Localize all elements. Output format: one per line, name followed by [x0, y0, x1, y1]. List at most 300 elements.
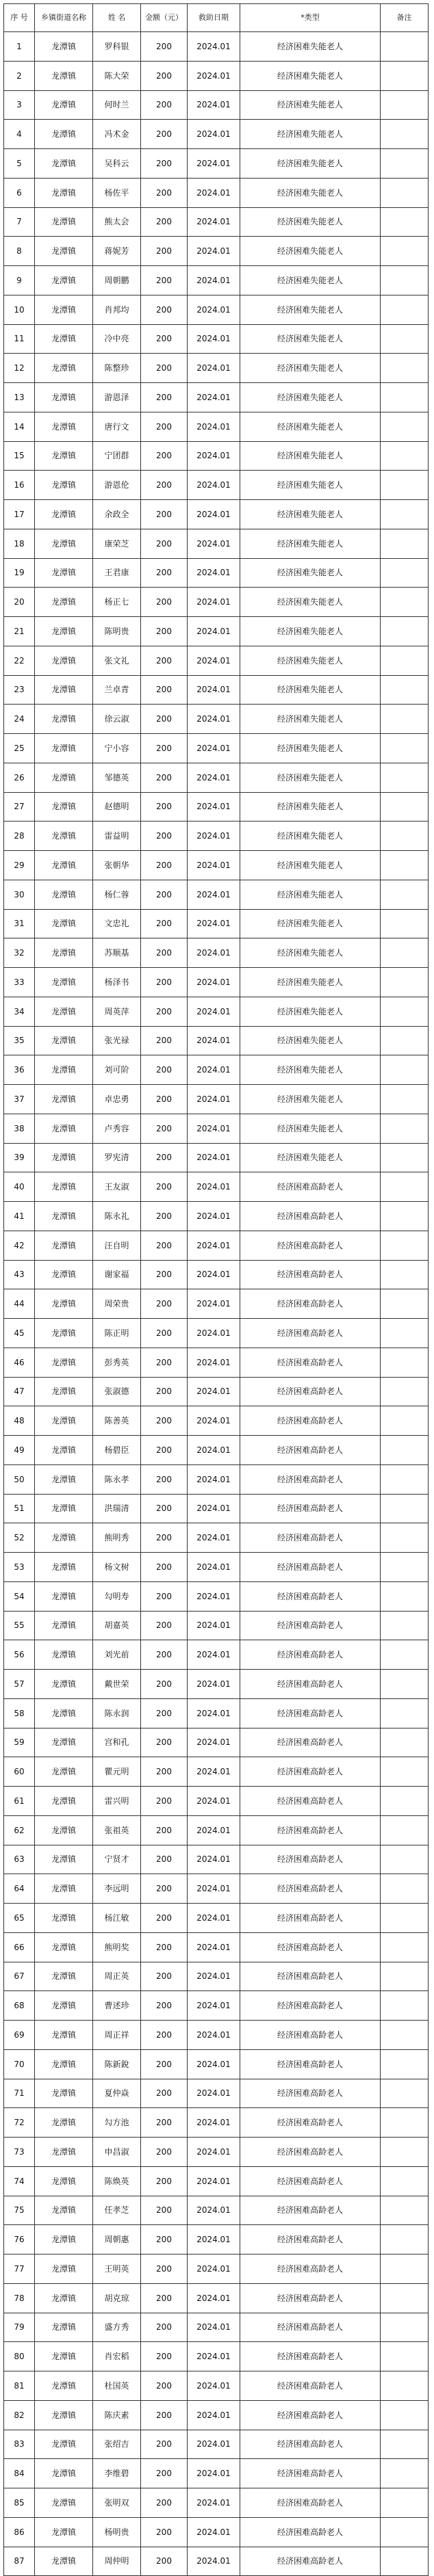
cell-index: 62: [4, 1815, 35, 1845]
table-row: [4, 851, 429, 880]
cell-type: 经济困难失能老人: [240, 675, 381, 705]
cell-date: 2024.01: [188, 441, 240, 471]
cell-township: 龙潭镇: [35, 2430, 93, 2459]
table-row: [4, 1319, 429, 1348]
cell-township: 龙潭镇: [35, 1260, 93, 1289]
table-row: [4, 237, 429, 266]
cell-name: 盛方秀: [93, 2313, 141, 2342]
cell-name: 李远明: [93, 1874, 141, 1904]
cell-name: 陈整珍: [93, 354, 141, 383]
cell-amount: 200: [141, 1932, 188, 1962]
table-row: [4, 2488, 429, 2518]
cell-index: 68: [4, 1991, 35, 2021]
cell-name: 周正英: [93, 1962, 141, 1991]
cell-township: 龙潭镇: [35, 880, 93, 909]
cell-township: 龙潭镇: [35, 32, 93, 62]
table-row: [4, 354, 429, 383]
cell-remarks: [381, 61, 429, 90]
cell-name: 杨泽书: [93, 968, 141, 997]
cell-amount: 200: [141, 1143, 188, 1172]
cell-township: 龙潭镇: [35, 997, 93, 1026]
cell-index: 24: [4, 705, 35, 734]
table-row: [4, 120, 429, 149]
cell-amount: 200: [141, 1055, 188, 1085]
cell-date: 2024.01: [188, 1143, 240, 1172]
cell-index: 71: [4, 2079, 35, 2108]
cell-remarks: [381, 90, 429, 120]
cell-remarks: [381, 1085, 429, 1114]
cell-township: 龙潭镇: [35, 938, 93, 968]
cell-date: 2024.01: [188, 237, 240, 266]
cell-amount: 200: [141, 1962, 188, 1991]
cell-date: 2024.01: [188, 646, 240, 675]
cell-type: 经济困难高龄老人: [240, 1377, 381, 1406]
cell-township: 龙潭镇: [35, 1757, 93, 1787]
cell-type: 经济困难高龄老人: [240, 2342, 381, 2371]
cell-amount: 200: [141, 2459, 188, 2488]
cell-index: 55: [4, 1611, 35, 1640]
cell-index: 5: [4, 149, 35, 179]
cell-amount: 200: [141, 1289, 188, 1319]
cell-name: 刘可阶: [93, 1055, 141, 1085]
cell-type: 经济困难失能老人: [240, 149, 381, 179]
cell-index: 43: [4, 1260, 35, 1289]
cell-amount: 200: [141, 1348, 188, 1377]
table-row: [4, 178, 429, 207]
cell-amount: 200: [141, 471, 188, 500]
cell-remarks: [381, 2313, 429, 2342]
cell-amount: 200: [141, 2138, 188, 2167]
cell-index: 1: [4, 32, 35, 62]
cell-remarks: [381, 2166, 429, 2196]
cell-township: 龙潭镇: [35, 1494, 93, 1523]
cell-remarks: [381, 266, 429, 295]
cell-date: 2024.01: [188, 1581, 240, 1611]
cell-name: 张朝华: [93, 851, 141, 880]
cell-index: 58: [4, 1698, 35, 1728]
table-row: [4, 32, 429, 62]
cell-date: 2024.01: [188, 1436, 240, 1465]
cell-amount: 200: [141, 2342, 188, 2371]
cell-remarks: [381, 2400, 429, 2430]
table-row: [4, 1231, 429, 1260]
cell-date: 2024.01: [188, 2430, 240, 2459]
cell-amount: 200: [141, 2049, 188, 2079]
cell-date: 2024.01: [188, 1787, 240, 1816]
cell-type: 经济困难失能老人: [240, 500, 381, 529]
table-row: [4, 1553, 429, 1582]
cell-name: 张光禄: [93, 1026, 141, 1055]
cell-date: 2024.01: [188, 1698, 240, 1728]
table-row: [4, 1698, 429, 1728]
cell-township: 龙潭镇: [35, 1026, 93, 1055]
cell-name: 夏仲焱: [93, 2079, 141, 2108]
cell-date: 2024.01: [188, 295, 240, 324]
cell-type: 经济困难失能老人: [240, 266, 381, 295]
table-row: [4, 1436, 429, 1465]
cell-remarks: [381, 705, 429, 734]
cell-date: 2024.01: [188, 2547, 240, 2576]
cell-amount: 200: [141, 412, 188, 441]
table-row: [4, 2342, 429, 2371]
cell-name: 陈焕英: [93, 2166, 141, 2196]
cell-amount: 200: [141, 1611, 188, 1640]
header-index: 序 号: [4, 4, 35, 32]
cell-township: 龙潭镇: [35, 1523, 93, 1553]
cell-type: 经济困难高龄老人: [240, 1523, 381, 1553]
cell-index: 60: [4, 1757, 35, 1787]
cell-index: 53: [4, 1553, 35, 1582]
cell-type: 经济困难失能老人: [240, 1143, 381, 1172]
cell-date: 2024.01: [188, 1348, 240, 1377]
cell-name: 熊明秀: [93, 1523, 141, 1553]
cell-remarks: [381, 1904, 429, 1933]
cell-township: 龙潭镇: [35, 1845, 93, 1874]
cell-amount: 200: [141, 120, 188, 149]
cell-amount: 200: [141, 2547, 188, 2576]
cell-date: 2024.01: [188, 880, 240, 909]
cell-index: 63: [4, 1845, 35, 1874]
cell-name: 陈正明: [93, 1319, 141, 1348]
cell-remarks: [381, 1231, 429, 1260]
cell-type: 经济困难高龄老人: [240, 2255, 381, 2284]
table-row: [4, 822, 429, 851]
cell-date: 2024.01: [188, 1815, 240, 1845]
cell-amount: 200: [141, 61, 188, 90]
cell-type: 经济困难高龄老人: [240, 2313, 381, 2342]
cell-amount: 200: [141, 383, 188, 412]
cell-name: 彭秀英: [93, 1348, 141, 1377]
cell-remarks: [381, 1348, 429, 1377]
table-row: [4, 61, 429, 90]
cell-type: 经济困难失能老人: [240, 412, 381, 441]
cell-remarks: [381, 2547, 429, 2576]
cell-index: 20: [4, 588, 35, 617]
cell-amount: 200: [141, 149, 188, 179]
cell-name: 卓忠勇: [93, 1085, 141, 1114]
cell-township: 龙潭镇: [35, 851, 93, 880]
table-row: [4, 1114, 429, 1143]
table-row: [4, 90, 429, 120]
cell-name: 杨佐平: [93, 178, 141, 207]
cell-remarks: [381, 237, 429, 266]
table-row: [4, 1962, 429, 1991]
cell-amount: 200: [141, 997, 188, 1026]
cell-index: 39: [4, 1143, 35, 1172]
cell-name: 周朝惠: [93, 2225, 141, 2255]
cell-remarks: [381, 383, 429, 412]
cell-amount: 200: [141, 646, 188, 675]
cell-township: 龙潭镇: [35, 61, 93, 90]
cell-remarks: [381, 2255, 429, 2284]
cell-township: 龙潭镇: [35, 1114, 93, 1143]
cell-township: 龙潭镇: [35, 1055, 93, 1085]
cell-township: 龙潭镇: [35, 1787, 93, 1816]
header-amount: 金额（元）: [141, 4, 188, 32]
cell-name: 杜国英: [93, 2371, 141, 2401]
cell-remarks: [381, 2196, 429, 2225]
cell-amount: 200: [141, 1377, 188, 1406]
cell-type: 经济困难高龄老人: [240, 2283, 381, 2313]
cell-date: 2024.01: [188, 1494, 240, 1523]
cell-remarks: [381, 675, 429, 705]
cell-type: 经济困难高龄老人: [240, 1202, 381, 1231]
cell-remarks: [381, 1055, 429, 1085]
cell-date: 2024.01: [188, 1845, 240, 1874]
cell-amount: 200: [141, 2255, 188, 2284]
table-body: [4, 32, 429, 2576]
cell-amount: 200: [141, 2313, 188, 2342]
table-row: [4, 558, 429, 588]
cell-amount: 200: [141, 1640, 188, 1670]
table-row: [4, 2079, 429, 2108]
cell-type: 经济困难失能老人: [240, 32, 381, 62]
cell-index: 42: [4, 1231, 35, 1260]
cell-amount: 200: [141, 588, 188, 617]
header-date: 救助日期: [188, 4, 240, 32]
table-row: [4, 1260, 429, 1289]
cell-index: 7: [4, 207, 35, 237]
cell-name: 游恩伦: [93, 471, 141, 500]
cell-name: 熊太会: [93, 207, 141, 237]
cell-type: 经济困难高龄老人: [240, 1319, 381, 1348]
cell-type: 经济困难高龄老人: [240, 1787, 381, 1816]
cell-remarks: [381, 2021, 429, 2050]
cell-name: 曹述珍: [93, 1991, 141, 2021]
cell-date: 2024.01: [188, 1231, 240, 1260]
cell-amount: 200: [141, 1728, 188, 1757]
cell-index: 28: [4, 822, 35, 851]
cell-date: 2024.01: [188, 1172, 240, 1202]
cell-type: 经济困难失能老人: [240, 529, 381, 558]
cell-index: 46: [4, 1348, 35, 1377]
cell-amount: 200: [141, 2371, 188, 2401]
cell-index: 9: [4, 266, 35, 295]
cell-type: 经济困难高龄老人: [240, 1640, 381, 1670]
table-row: [4, 1845, 429, 1874]
table-row: [4, 266, 429, 295]
cell-index: 22: [4, 646, 35, 675]
cell-township: 龙潭镇: [35, 2400, 93, 2430]
cell-name: 李维碧: [93, 2459, 141, 2488]
cell-name: 康荣芝: [93, 529, 141, 558]
cell-amount: 200: [141, 1523, 188, 1553]
cell-index: 49: [4, 1436, 35, 1465]
cell-remarks: [381, 938, 429, 968]
cell-township: 龙潭镇: [35, 792, 93, 822]
table-row: [4, 1143, 429, 1172]
cell-date: 2024.01: [188, 1757, 240, 1787]
cell-township: 龙潭镇: [35, 2166, 93, 2196]
cell-index: 34: [4, 997, 35, 1026]
cell-remarks: [381, 1932, 429, 1962]
cell-township: 龙潭镇: [35, 529, 93, 558]
cell-township: 龙潭镇: [35, 1377, 93, 1406]
cell-amount: 200: [141, 1904, 188, 1933]
cell-name: 肖宏稻: [93, 2342, 141, 2371]
cell-amount: 200: [141, 2488, 188, 2518]
cell-name: 张淑德: [93, 1377, 141, 1406]
cell-date: 2024.01: [188, 1640, 240, 1670]
cell-remarks: [381, 1289, 429, 1319]
cell-type: 经济困难失能老人: [240, 792, 381, 822]
cell-date: 2024.01: [188, 1874, 240, 1904]
cell-name: 戴世荣: [93, 1670, 141, 1699]
cell-name: 邹德英: [93, 763, 141, 792]
cell-remarks: [381, 1436, 429, 1465]
cell-date: 2024.01: [188, 968, 240, 997]
cell-type: 经济困难失能老人: [240, 354, 381, 383]
cell-remarks: [381, 1874, 429, 1904]
cell-date: 2024.01: [188, 2488, 240, 2518]
cell-township: 龙潭镇: [35, 2371, 93, 2401]
table-row: [4, 529, 429, 558]
cell-index: 36: [4, 1055, 35, 1085]
cell-date: 2024.01: [188, 1026, 240, 1055]
cell-name: 胡克琼: [93, 2283, 141, 2313]
cell-index: 44: [4, 1289, 35, 1319]
header-type: *类型: [240, 4, 381, 32]
cell-amount: 200: [141, 1085, 188, 1114]
cell-township: 龙潭镇: [35, 1962, 93, 1991]
cell-name: 卢秀容: [93, 1114, 141, 1143]
cell-name: 唐行文: [93, 412, 141, 441]
cell-type: 经济困难失能老人: [240, 120, 381, 149]
table-row: [4, 763, 429, 792]
cell-date: 2024.01: [188, 909, 240, 938]
cell-amount: 200: [141, 2108, 188, 2138]
cell-name: 洪瑞清: [93, 1494, 141, 1523]
header-row: [4, 4, 429, 32]
cell-name: 宫和孔: [93, 1728, 141, 1757]
cell-name: 陈永孝: [93, 1464, 141, 1494]
cell-amount: 200: [141, 1698, 188, 1728]
cell-township: 龙潭镇: [35, 237, 93, 266]
cell-index: 29: [4, 851, 35, 880]
cell-type: 经济困难失能老人: [240, 617, 381, 646]
cell-type: 经济困难失能老人: [240, 822, 381, 851]
table-row: [4, 880, 429, 909]
table-row: [4, 2255, 429, 2284]
cell-township: 龙潭镇: [35, 383, 93, 412]
cell-type: 经济困难失能老人: [240, 61, 381, 90]
cell-index: 16: [4, 471, 35, 500]
cell-date: 2024.01: [188, 763, 240, 792]
table-row: [4, 2283, 429, 2313]
cell-remarks: [381, 1464, 429, 1494]
cell-township: 龙潭镇: [35, 1436, 93, 1465]
table-row: [4, 2313, 429, 2342]
cell-index: 82: [4, 2400, 35, 2430]
cell-name: 余政全: [93, 500, 141, 529]
table-row: [4, 1289, 429, 1319]
cell-amount: 200: [141, 1581, 188, 1611]
cell-township: 龙潭镇: [35, 646, 93, 675]
cell-date: 2024.01: [188, 266, 240, 295]
cell-index: 65: [4, 1904, 35, 1933]
table-row: [4, 617, 429, 646]
cell-amount: 200: [141, 1026, 188, 1055]
cell-amount: 200: [141, 1231, 188, 1260]
cell-date: 2024.01: [188, 705, 240, 734]
cell-type: 经济困难失能老人: [240, 588, 381, 617]
cell-township: 龙潭镇: [35, 120, 93, 149]
cell-type: 经济困难失能老人: [240, 178, 381, 207]
cell-type: 经济困难高龄老人: [240, 2430, 381, 2459]
cell-remarks: [381, 2371, 429, 2401]
cell-date: 2024.01: [188, 2255, 240, 2284]
cell-township: 龙潭镇: [35, 822, 93, 851]
cell-date: 2024.01: [188, 32, 240, 62]
cell-amount: 200: [141, 617, 188, 646]
cell-township: 龙潭镇: [35, 1143, 93, 1172]
cell-name: 杨正七: [93, 588, 141, 617]
cell-date: 2024.01: [188, 2225, 240, 2255]
cell-index: 76: [4, 2225, 35, 2255]
cell-type: 经济困难失能老人: [240, 646, 381, 675]
cell-name: 王君康: [93, 558, 141, 588]
cell-amount: 200: [141, 705, 188, 734]
cell-township: 龙潭镇: [35, 1319, 93, 1348]
cell-amount: 200: [141, 295, 188, 324]
cell-type: 经济困难失能老人: [240, 1026, 381, 1055]
table-row: [4, 2547, 429, 2576]
cell-date: 2024.01: [188, 1319, 240, 1348]
cell-name: 王明英: [93, 2255, 141, 2284]
cell-date: 2024.01: [188, 500, 240, 529]
cell-name: 苏顺基: [93, 938, 141, 968]
cell-index: 19: [4, 558, 35, 588]
cell-remarks: [381, 1670, 429, 1699]
cell-township: 龙潭镇: [35, 90, 93, 120]
cell-remarks: [381, 1787, 429, 1816]
cell-date: 2024.01: [188, 1202, 240, 1231]
cell-remarks: [381, 1698, 429, 1728]
cell-township: 龙潭镇: [35, 2517, 93, 2547]
cell-date: 2024.01: [188, 2371, 240, 2401]
cell-township: 龙潭镇: [35, 2547, 93, 2576]
cell-township: 龙潭镇: [35, 1932, 93, 1962]
cell-type: 经济困难失能老人: [240, 938, 381, 968]
table-row: [4, 1406, 429, 1436]
cell-date: 2024.01: [188, 997, 240, 1026]
cell-remarks: [381, 617, 429, 646]
table-row: [4, 2049, 429, 2079]
cell-amount: 200: [141, 529, 188, 558]
cell-township: 龙潭镇: [35, 441, 93, 471]
cell-type: 经济困难失能老人: [240, 324, 381, 354]
cell-township: 龙潭镇: [35, 1904, 93, 1933]
cell-remarks: [381, 441, 429, 471]
cell-type: 经济困难失能老人: [240, 1114, 381, 1143]
cell-remarks: [381, 558, 429, 588]
cell-name: 刘光前: [93, 1640, 141, 1670]
cell-date: 2024.01: [188, 2049, 240, 2079]
cell-date: 2024.01: [188, 1289, 240, 1319]
cell-type: 经济困难高龄老人: [240, 2166, 381, 2196]
cell-date: 2024.01: [188, 2342, 240, 2371]
cell-remarks: [381, 412, 429, 441]
cell-township: 龙潭镇: [35, 1698, 93, 1728]
cell-date: 2024.01: [188, 529, 240, 558]
cell-index: 25: [4, 734, 35, 763]
table-row: [4, 675, 429, 705]
cell-township: 龙潭镇: [35, 1406, 93, 1436]
cell-date: 2024.01: [188, 558, 240, 588]
cell-index: 48: [4, 1406, 35, 1436]
cell-amount: 200: [141, 1787, 188, 1816]
cell-township: 龙潭镇: [35, 675, 93, 705]
